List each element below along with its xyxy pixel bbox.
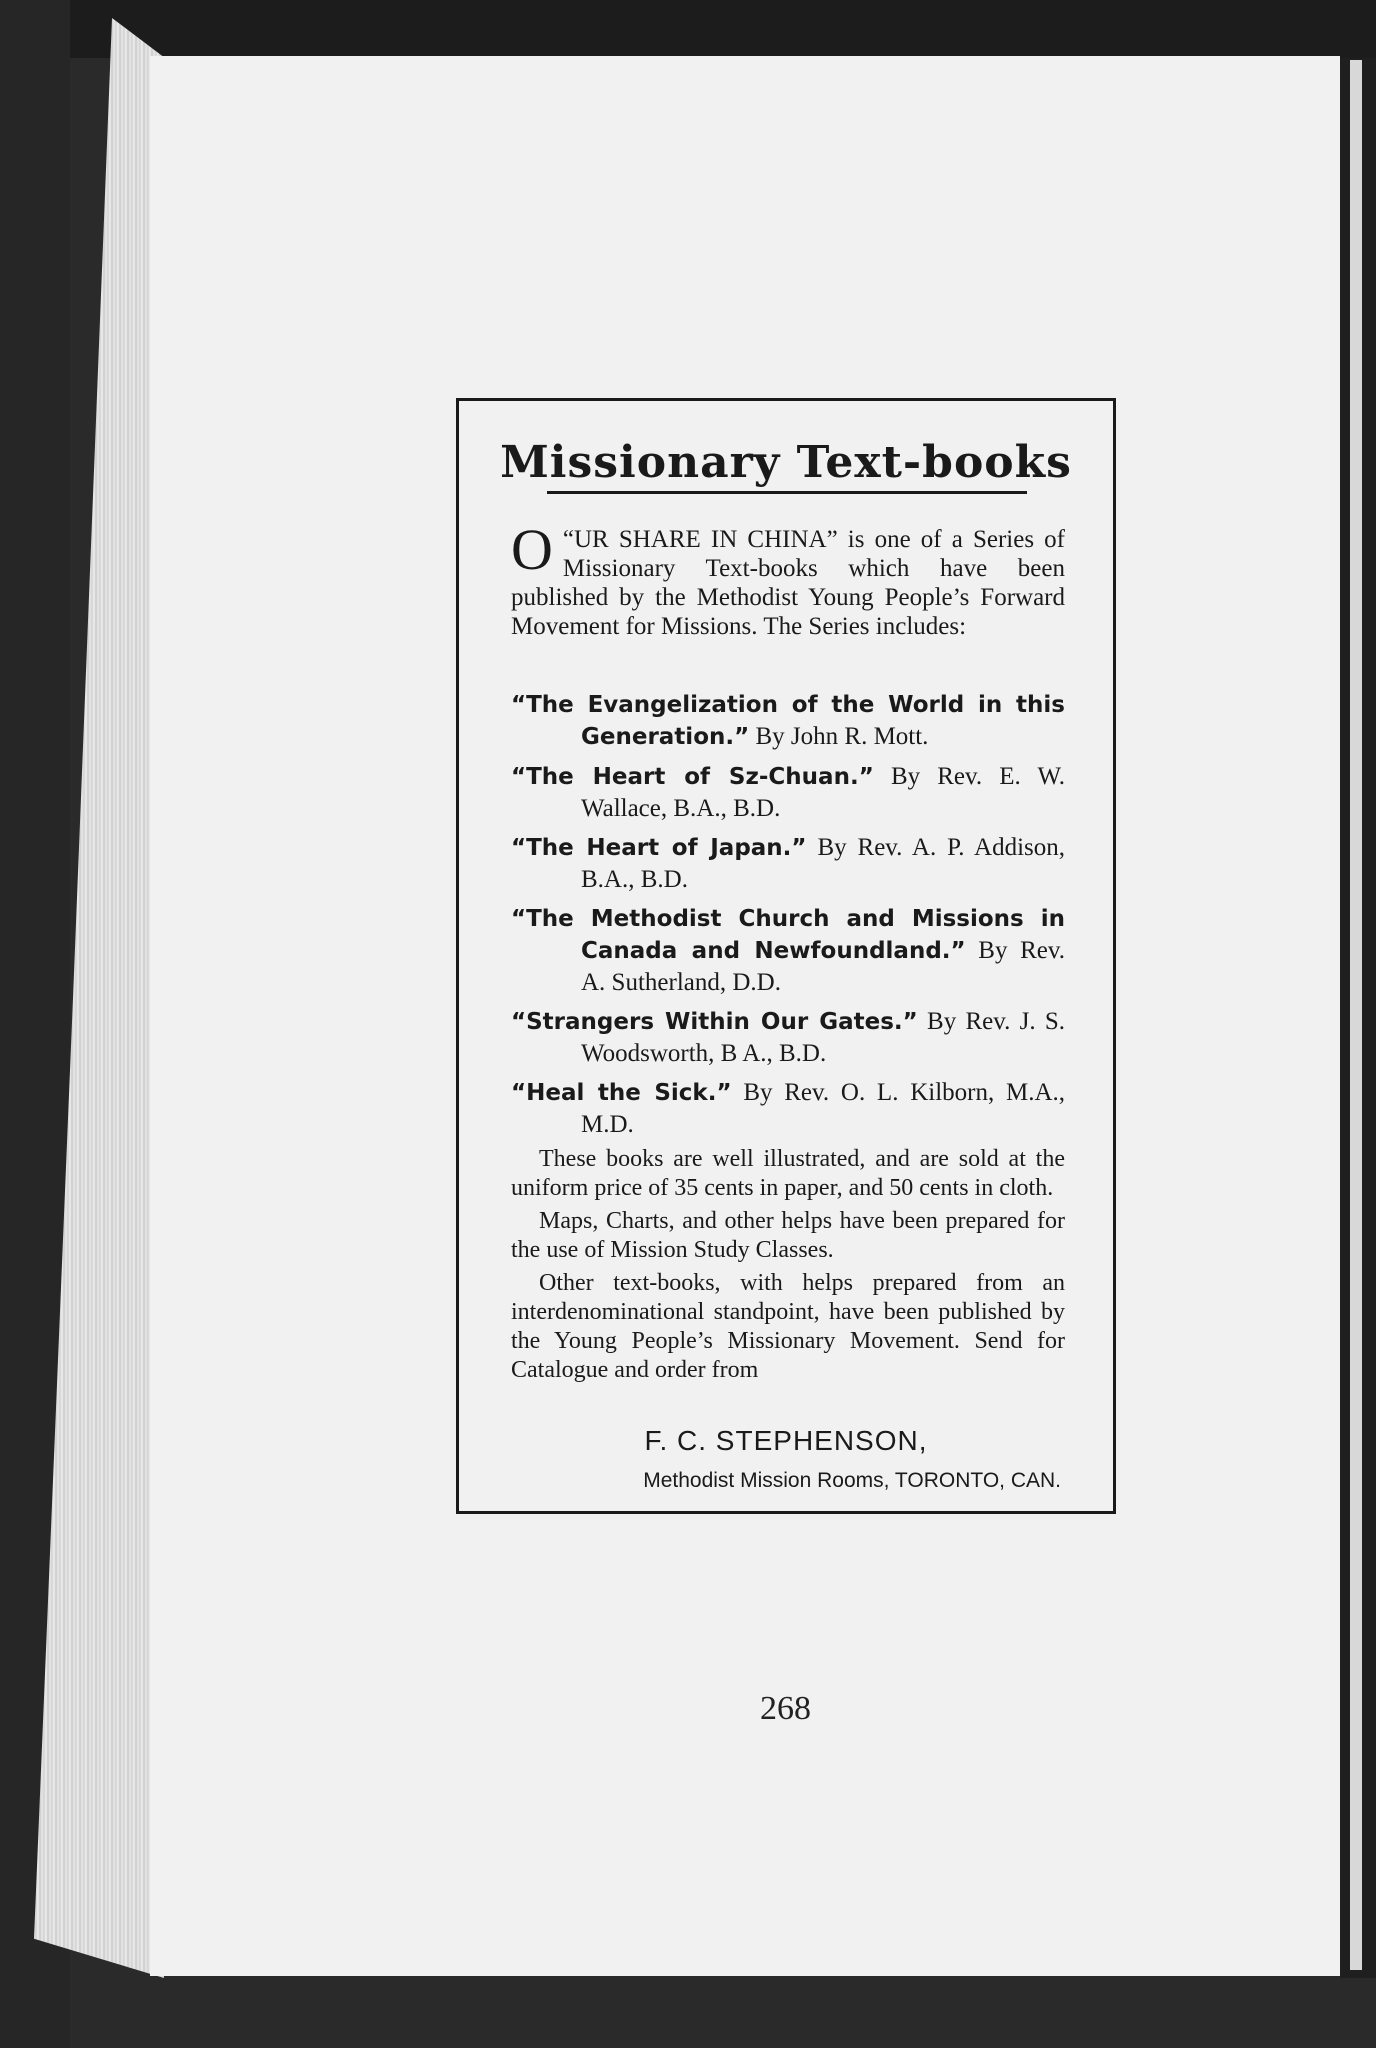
- book-title: “Heal the Sick.”: [511, 1080, 732, 1106]
- opening-quote: “: [562, 526, 574, 553]
- closing-text: [511, 1145, 1065, 1389]
- list-item: [511, 832, 1065, 895]
- book-byline: By Rev. E. W. Wallace, B.A., B.D.: [581, 763, 1065, 822]
- price-paragraph: These books are well illustrated, and are sold at the uniform price of 35 cents in paper, and 50 cents in cloth.: [511, 1146, 1065, 1201]
- ad-title: Missionary Text-books: [500, 437, 1072, 488]
- list-item: [511, 903, 1065, 998]
- book-byline: By Rev. O. L. Kilborn, M.A., M.D.: [581, 1079, 1066, 1138]
- book-title: “The Methodist Church and Missions in Canada and Newfoundland.”: [511, 906, 1065, 964]
- book-byline: By Rev. A. P. Addison, B.A., B.D.: [581, 834, 1066, 893]
- book-title: “The Evangelization of the World in this Generation.”: [511, 692, 1065, 750]
- book-byline: By Rev. J. S. Woodsworth, B A., B.D.: [581, 1008, 1065, 1067]
- page-number: 268: [760, 1690, 811, 1727]
- dropcap: O: [511, 517, 553, 582]
- publisher-name: F. C. STEPHENSON,: [644, 1425, 928, 1456]
- book-byline: By Rev. A. Sutherland, D.D.: [581, 937, 1065, 996]
- book-byline: By John R. Mott.: [755, 723, 929, 750]
- intro-paragraph: [511, 517, 1065, 641]
- list-item: [511, 761, 1065, 824]
- helps-paragraph: Maps, Charts, and other helps have been prepared for the use of Mission Study Classes.: [511, 1208, 1065, 1263]
- facing-page-edge: [1350, 60, 1362, 1970]
- list-item: [511, 689, 1065, 753]
- book-title: “Strangers Within Our Gates.”: [511, 1009, 918, 1035]
- title-underline: [547, 491, 1027, 494]
- book-title: “The Heart of Sz-Chuan.”: [511, 764, 874, 790]
- order-paragraph: Other text-books, with helps prepared from an interdenominational standpoint, have been published by the Young People’s Missionary Movement. Send for Catalogue and order from: [511, 1270, 1065, 1383]
- book-list: [511, 689, 1065, 1148]
- book-title: “The Heart of Japan.”: [511, 835, 807, 861]
- top-shadow: [0, 0, 1376, 58]
- list-item: [511, 1006, 1065, 1069]
- advertisement-box: [456, 398, 1116, 1514]
- list-item: [511, 1077, 1065, 1140]
- intro-text: UR SHARE IN CHINA” is one of a Series of Missionary Text-books which have been published by the Methodist Young People’s Forward Movement for Missions. The Series includes:: [511, 526, 1065, 640]
- publisher-address: Methodist Mission Rooms, TORONTO, CAN.: [643, 1469, 1061, 1492]
